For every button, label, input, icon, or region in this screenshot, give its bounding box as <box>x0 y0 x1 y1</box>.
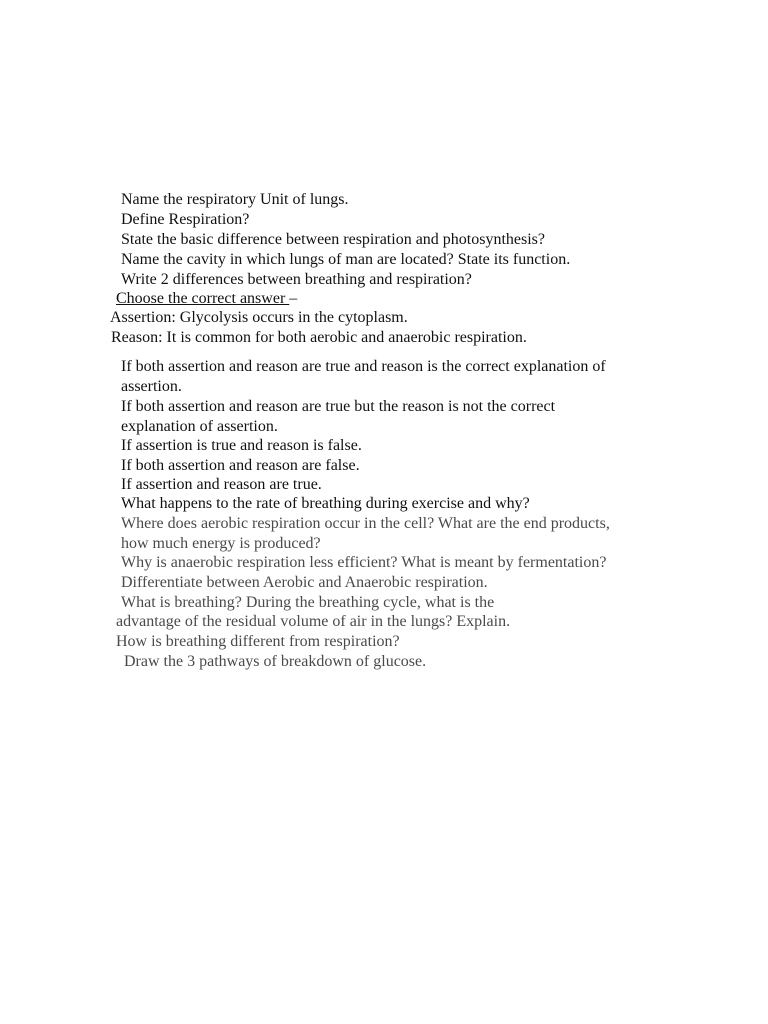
question-breathing-rate-exercise: What happens to the rate of breathing during exercise and why? <box>121 495 530 512</box>
option-1-line-2: assertion. <box>121 378 182 395</box>
option-2-line-1: If both assertion and reason are true but the reason is not the correct <box>121 398 556 415</box>
question-breathing-cycle-line-2: advantage of the residual volume of air in the lungs? Explain. <box>116 613 511 630</box>
choose-answer-heading <box>116 289 297 309</box>
question-breathing-vs-respiration-2: How is breathing different from respiration? <box>116 633 400 650</box>
question-breathing-vs-respiration: Write 2 differences between breathing and respiration? <box>121 271 472 288</box>
choose-answer-dash: – <box>289 290 298 307</box>
question-lung-cavity: Name the cavity in which lungs of man are located? State its function. <box>121 251 571 268</box>
question-respiratory-unit: Name the respiratory Unit of lungs. <box>121 191 349 208</box>
choose-answer-heading-text: Choose the correct answer <box>116 290 290 307</box>
question-aerobic-location-line-2: how much energy is produced? <box>121 535 321 552</box>
question-respiration-vs-photosynthesis: State the basic difference between respiration and photosynthesis? <box>121 231 546 248</box>
option-2-line-2: explanation of assertion. <box>121 418 278 435</box>
assertion-statement: Assertion: Glycolysis occurs in the cytoplasm. <box>110 309 408 326</box>
question-anaerobic-efficiency: Why is anaerobic respiration less efficient? What is meant by fermentation? <box>121 554 607 571</box>
question-aerobic-location-line-1: Where does aerobic respiration occur in the cell? What are the end products, <box>121 515 610 532</box>
question-define-respiration: Define Respiration? <box>121 211 250 228</box>
option-3: If assertion is true and reason is false. <box>121 437 362 454</box>
option-4: If both assertion and reason are false. <box>121 457 360 474</box>
option-5: If assertion and reason are true. <box>121 476 322 493</box>
reason-statement: Reason: It is common for both aerobic and anaerobic respiration. <box>111 329 527 346</box>
option-1-line-1: If both assertion and reason are true and reason is the correct explanation of <box>121 358 606 375</box>
question-glucose-pathways: Draw the 3 pathways of breakdown of glucose. <box>124 653 427 670</box>
question-differentiate-aerobic-anaerobic: Differentiate between Aerobic and Anaerobic respiration. <box>121 574 488 591</box>
question-breathing-cycle-line-1: What is breathing? During the breathing cycle, what is the <box>121 594 495 611</box>
